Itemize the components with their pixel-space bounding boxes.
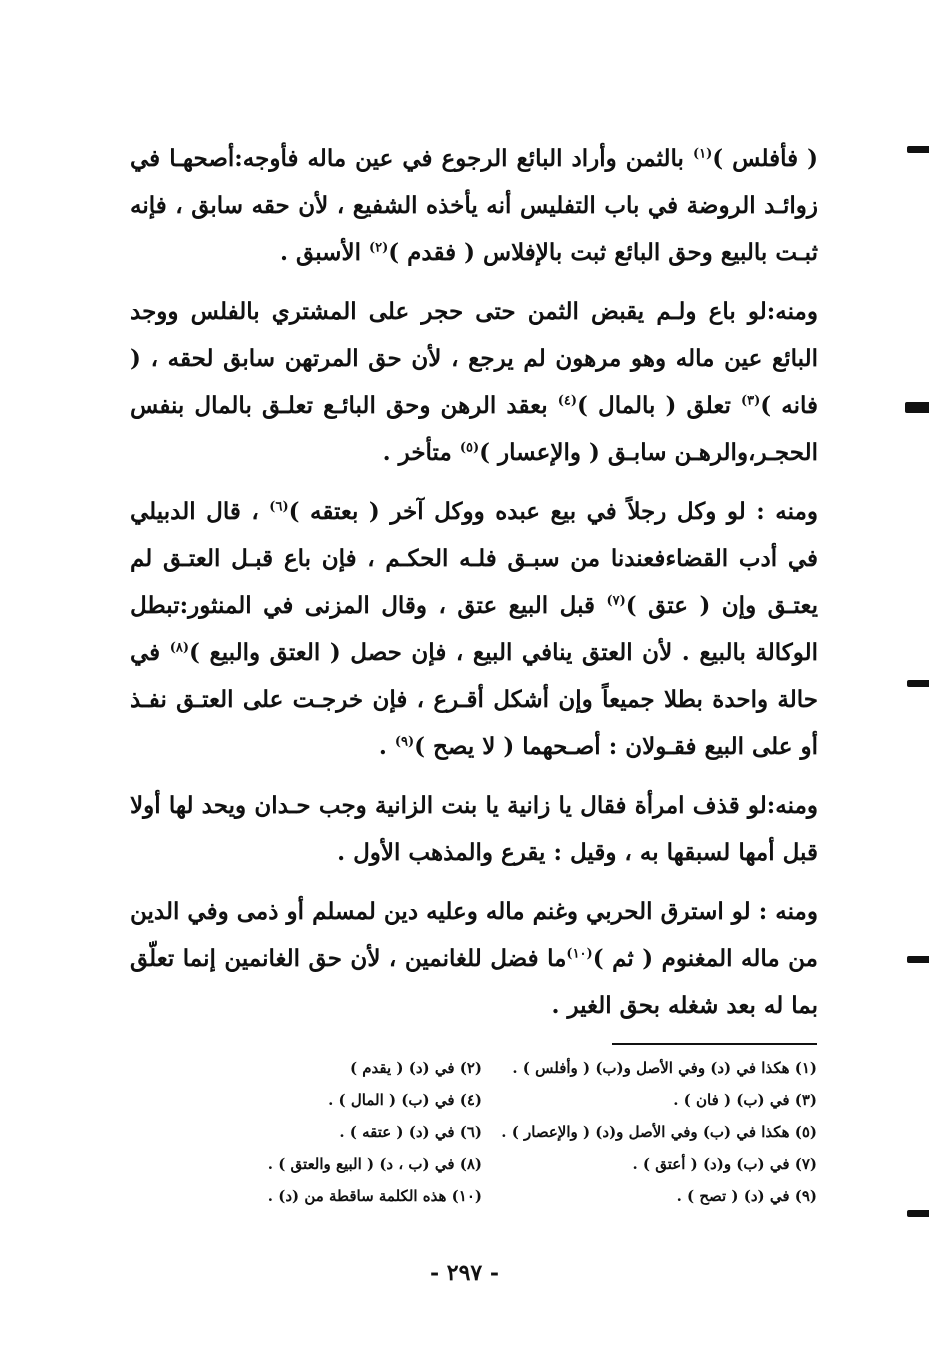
paragraph-text: ومنه:لو قذف امرأة فقال يا زانية يا بنت الزانية وجب حـدان ويحد لها أولا قبل أمها لسبقها به ، وقيل : يقرع والمذهب الأول . bbox=[130, 792, 818, 866]
paragraph-text: ومنه : لو استرق الحربي وغنم ماله وعليه دين لمسلم أو ذمى وفي الدين من ماله المغنوم ( ثم ) bbox=[130, 898, 818, 972]
footnote-reference: (٥) bbox=[459, 440, 480, 456]
footnote-reference: (٤) bbox=[557, 393, 578, 409]
footnote-reference: (٦) bbox=[269, 499, 289, 515]
paragraph-text: في حالة واحدة بطلا جميعاً وإن أشكل أقـرع ، فإن خرجـت على العتـق نفـذ أو على البيع فقـولان : أصـحهما ( لا يصح ) bbox=[130, 639, 818, 760]
margin-mark bbox=[907, 146, 929, 153]
paragraph-text: بالثمن وأراد البائع الرجوع في عين ماله فأوجه:أصحهـا في زوائـد الروضة في باب التفليس أنه يأخذه الشفيع ، لأن حقه سابق ، فإنه ثبـت بالبيع وحق البائع ثبت بالإفلاس ( فقدم ) bbox=[130, 145, 818, 266]
footnote-reference: (٧) bbox=[606, 593, 626, 609]
footnote: (١) هكذا في (د) وفي الأصل و(ب) ( وأفلس ) . bbox=[512, 1059, 817, 1077]
footnotes bbox=[205, 1052, 817, 1212]
paragraph-text: ، قال الدبيلي في أدب القضاءفعندنا من سبـق فلـه الحكـم ، فإن باع قبـل العتـق لم يعتـق وإن ( عتق ) bbox=[130, 498, 818, 619]
footnote: (٩) في (د) ( تصح ) . bbox=[676, 1187, 817, 1205]
footnote-reference: (٩) bbox=[394, 734, 415, 750]
footnote: (٧) في (ب) و(د) ( أعتق ) . bbox=[632, 1155, 817, 1173]
footnote: (٦) في (د) ( عتقه ) . bbox=[339, 1123, 482, 1141]
paragraph bbox=[130, 135, 818, 276]
paragraph bbox=[130, 888, 818, 1029]
footnote-separator bbox=[612, 1043, 817, 1045]
footnote-reference: (٣) bbox=[740, 393, 761, 409]
footnote-reference: (١) bbox=[692, 146, 713, 162]
footnote-row bbox=[205, 1148, 817, 1180]
paragraph-text: بعقد الرهن وحق البائـع تعلـق بالمال بنفس الحجـر،والرهـن سابـق ( والإعسار ) bbox=[130, 392, 818, 466]
main-text-body bbox=[130, 135, 818, 1041]
paragraph-text: الأسبق . bbox=[280, 239, 369, 266]
footnote-reference: (٢) bbox=[368, 240, 389, 256]
paragraph-text: ( فأفلس ) bbox=[712, 145, 818, 172]
margin-mark bbox=[907, 956, 929, 963]
paragraph-text: تعلق ( بالمال ) bbox=[577, 392, 741, 419]
margin-mark bbox=[907, 1210, 929, 1217]
footnote-row bbox=[205, 1180, 817, 1212]
paragraph bbox=[130, 288, 818, 476]
paragraph bbox=[130, 782, 818, 876]
paragraph-text: قبل البيع عتق ، وقال المزنى في المنثور:تبطل الوكالة بالبيع . لأن العتق ينافي البيع ، فإن حصل ( العتق والبيع ) bbox=[130, 592, 818, 666]
paragraph-text: . bbox=[378, 733, 395, 760]
paragraph-text: ومنه:لو باع ولـم يقبض الثمن حتى حجر على المشتري بالفلس ووجد البائع عين ماله وهو مرهون لم يرجع ، لأن حق المرتهن سابق لحقه ، ( فانه ) bbox=[130, 298, 818, 419]
footnote: (٤) في (ب) ( المال ) . bbox=[328, 1091, 482, 1109]
paragraph-text: ومنه : لو وكل رجلاً في بيع عبده ووكل آخر ( بعتقه ) bbox=[288, 498, 818, 525]
margin-mark bbox=[905, 402, 929, 413]
paragraph-text: متأخر . bbox=[382, 439, 460, 466]
paragraph bbox=[130, 488, 818, 770]
footnote-row bbox=[205, 1084, 817, 1116]
footnote: (١٠) هذه الكلمة ساقطة من (د) . bbox=[267, 1187, 482, 1205]
footnote: (٢) في (د) ( يقدم ) bbox=[349, 1059, 482, 1077]
margin-mark bbox=[907, 680, 929, 687]
footnote-row bbox=[205, 1116, 817, 1148]
footnote: (٣) في (ب) ( فان ) . bbox=[673, 1091, 817, 1109]
footnote-reference: (١٠) bbox=[566, 946, 593, 962]
footnote-row bbox=[205, 1052, 817, 1084]
footnote: (٥) هكذا في (ب) وفي الأصل و(د) ( والإعصار ) . bbox=[501, 1123, 817, 1141]
page-number: - ٢٩٧ - bbox=[429, 1260, 500, 1286]
paragraph-text: ما فضل للغانمين ، لأن حق الغانمين إنما تعلّق بما له بعد شغله بحق الغير . bbox=[130, 945, 818, 1019]
footnote: (٨) في (ب ، د) ( البيع والعتق ) . bbox=[267, 1155, 482, 1173]
footnote-reference: (٨) bbox=[169, 640, 190, 656]
